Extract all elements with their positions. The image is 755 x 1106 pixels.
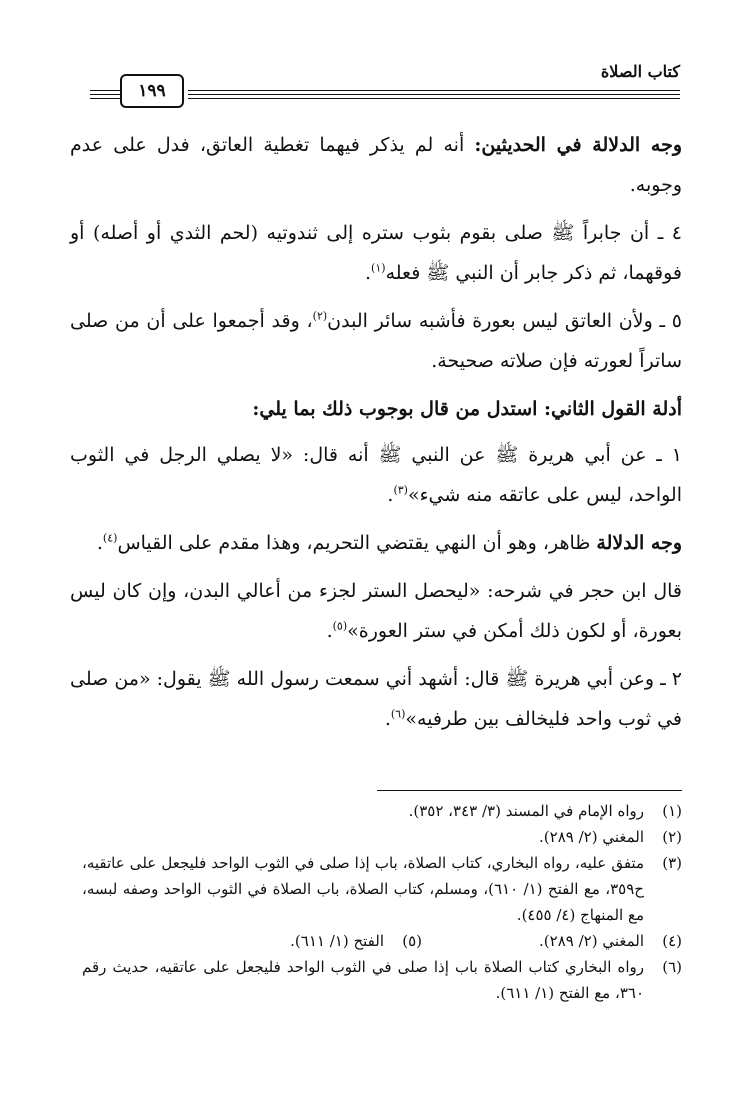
paragraph-text: ٥ ـ ولأن العاتق ليس بعورة فأشبه سائر البدن: [327, 310, 682, 332]
header-rule-left: [90, 90, 120, 102]
footnote-text: المغني (٢/ ٢٨٩).: [539, 828, 644, 846]
footnote-number: (٣): [662, 854, 682, 872]
paragraph-text: ١ ـ عن أبي هريرة ﷺ عن النبي ﷺ أنه قال: «لا يصلي الرجل في الثوب الواحد، ليس على عاتقه منه شيء»: [70, 444, 682, 506]
footnote-ref: (٢): [312, 309, 328, 323]
chapter-title: كتاب الصلاة: [600, 62, 680, 81]
paragraph-5: وجه الدلالة ظاهر، وهو أن النهي يقتضي التحريم، وهذا مقدم على القياس$^{(٤)}$.: [96, 531, 682, 554]
paragraph-4: ١ ـ عن أبي هريرة ﷺ عن النبي ﷺ أنه قال: «لا يصلي الرجل في الثوب الواحد، ليس على عاتقه منه شيء»$^{(٣)}$.: [70, 444, 682, 506]
footnote-divider: [377, 790, 682, 791]
paragraph-text: أنه لم يذكر فيهما تغطية العاتق، فدل على عدم وجوبه.: [70, 134, 682, 196]
header-rule-right: [188, 90, 680, 102]
footnote-6: [82, 954, 682, 1006]
paragraph-text: قال ابن حجر في شرحه: «ليحصل الستر لجزء من أعالي البدن، وإن كان ليس بعورة، أو لكون ذلك أمكن في ستر العورة»: [70, 580, 682, 642]
paragraph-1: [70, 125, 682, 205]
paragraph-6: قال ابن حجر في شرحه: «ليحصل الستر لجزء من أعالي البدن، وإن كان ليس بعورة، أو لكون ذلك أمكن في ستر العورة»$^{(٥)}$.: [70, 580, 682, 642]
footnote-text: الفتح (١/ ٦١١).: [290, 932, 384, 950]
footnote-number: (٥): [402, 932, 422, 950]
footnote-ref: (٦): [390, 707, 406, 721]
footnote-number: (١): [662, 802, 682, 820]
paragraph-3: ٥ ـ ولأن العاتق ليس بعورة فأشبه سائر البدن$^{(٢)}$، وقد أجمعوا على أن من صلى ساتراً لعورته فإن صلاته صحيحة.: [70, 309, 682, 372]
footnote-text: المغني (٢/ ٢٨٩).: [539, 932, 644, 950]
footnote-text: رواه البخاري كتاب الصلاة باب إذا صلى في الثوب الواحد فليجعل على عاتقيه، حديث رقم ٣٦٠، مع الفتح (١/ ٦١١).: [82, 958, 644, 1002]
paragraph-text: ٢ ـ وعن أبي هريرة ﷺ قال: أشهد أني سمعت رسول الله ﷺ يقول: «من صلى في ثوب واحد فليخالف بين طرفيه»: [70, 668, 682, 730]
page-header: [90, 62, 680, 112]
footnote-1: [82, 798, 682, 824]
footnote-ref: (٥): [332, 619, 348, 633]
footnotes: [82, 798, 682, 1006]
footnote-2: [82, 824, 682, 850]
paragraph-lead: وجه الدلالة: [596, 532, 682, 554]
paragraph-2: ٤ ـ أن جابراً ﷺ صلى بقوم بثوب ستره إلى ثندوتيه (لحم الثدي أو أصله) أو فوقهما، ثم ذكر جابر أن النبي ﷺ فعله$^{(١)}$.: [70, 222, 682, 284]
footnote-ref: (١): [371, 261, 386, 275]
section-heading: أدلة القول الثاني: استدل من قال بوجوب ذلك بما يلي:: [252, 398, 682, 420]
paragraph-text: ظاهر، وهو أن النهي يقتضي التحريم، وهذا مقدم على القياس: [117, 532, 597, 554]
paragraph-7: ٢ ـ وعن أبي هريرة ﷺ قال: أشهد أني سمعت رسول الله ﷺ يقول: «من صلى في ثوب واحد فليخالف بين طرفيه»$^{(٦)}$.: [70, 668, 682, 730]
page-number: ١٩٩: [138, 81, 166, 101]
footnote-4: [422, 928, 682, 954]
paragraph-text: ٤ ـ أن جابراً ﷺ صلى بقوم بثوب ستره إلى ثندوتيه (لحم الثدي أو أصله) أو فوقهما، ثم ذكر جابر أن النبي ﷺ فعله: [70, 222, 682, 284]
footnote-text: متفق عليه، رواه البخاري، كتاب الصلاة، باب إذا صلى في الثوب الواحد فليجعل على عاتقيه، ح٣٥٩، مع الفتح (١/ ٦١٠)، ومسلم، كتاب الصلاة، باب الصلاة في الثوب الواحد وصفه لبسه، مع المنهاج (٤/ ٤٥٥).: [82, 854, 644, 924]
footnote-number: (٦): [662, 958, 682, 976]
page-number-box: [120, 74, 184, 108]
footnote-3: [82, 850, 682, 928]
footnote-number: (٤): [662, 932, 682, 950]
footnote-number: (٢): [662, 828, 682, 846]
footnote-ref: (٣): [393, 483, 408, 497]
footnote-ref: (٤): [102, 531, 118, 545]
main-text: [70, 125, 682, 747]
paragraph-lead: وجه الدلالة في الحديثين:: [474, 134, 683, 156]
footnote-row-4-5: [82, 928, 682, 954]
footnote-5: [162, 928, 422, 954]
footnote-text: رواه الإمام في المسند (٣/ ٣٤٣، ٣٥٢).: [408, 802, 644, 820]
